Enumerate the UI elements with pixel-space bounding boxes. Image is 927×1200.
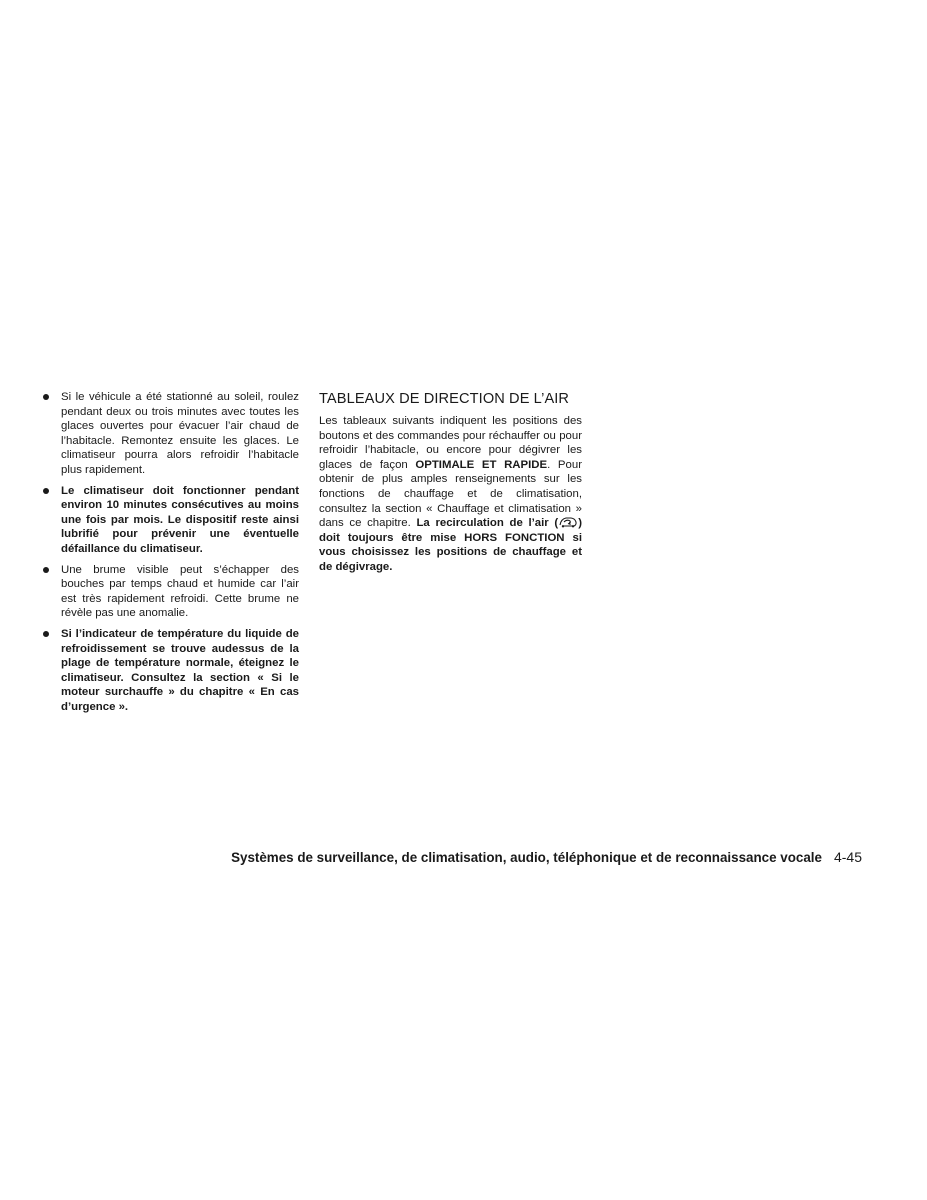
- bullet-dot-icon: [43, 567, 49, 573]
- section-paragraph: [319, 414, 582, 575]
- bullet-text: Si l’indicateur de température du liquide de refroidissement se trouve audessus de la plage de température normale, éteignez le climatiseur. Consultez la section « Si le moteur surchauffe » du chapitre « En cas d’urgence ».: [61, 627, 299, 713]
- bullet-dot-icon: [43, 488, 49, 494]
- bullet-text: Le climatiseur doit fonctionner pendant environ 10 minutes consécutives au moins une fois par mois. Le dispositif reste ainsi lubrifié pour prévenir une éventuelle défaillance du climatiseur.: [61, 484, 299, 555]
- paragraph-text-1: Les tableaux suivants indiquent les positions des boutons et des commandes pour réchauffer ou pour refroidir l’habitacle, ou encore pour dégivrer les glaces de façon: [319, 415, 582, 471]
- bullet-dot-icon: [43, 631, 49, 637]
- paragraph-bold-optimal: OPTIMALE ET RAPIDE: [415, 458, 548, 471]
- paragraph-bold-off: ) doit toujours être mise HORS FONCTION si vous choisissez les positions de chauffage et de dégivrage.: [319, 517, 582, 573]
- bullet-item-visible-mist: [42, 563, 299, 621]
- bullet-text: Une brume visible peut s’échapper des bouches par temps chaud et humide car l’air est très rapidement refroidi. Cette brume ne révèle pas une anomalie.: [61, 563, 299, 620]
- air-recirculation-icon: [558, 516, 578, 528]
- paragraph-text-2: . Pour obtenir de plus amples renseignements sur les fonctions de chauffage et de climatisation, consultez la section « Chauffage et climatisation » dans ce chapitre.: [319, 458, 582, 530]
- page-footer: [0, 849, 862, 866]
- bullet-item-sun-parking: [42, 390, 299, 478]
- bullet-text: Si le véhicule a été stationné au soleil, roulez pendant deux ou trois minutes avec toutes les glaces ouvertes pour évacuer l’air chaud de l’habitacle. Remontez ensuite les glaces. Le climatiseur pourra alors refroidir l’habitacle plus rapidement.: [61, 391, 299, 476]
- paragraph-bold-recirculation: La recirculation de l’air (: [416, 517, 559, 530]
- bullet-item-coolant-temperature: [42, 627, 299, 715]
- bullet-dot-icon: [43, 394, 49, 400]
- bullet-list: [42, 390, 299, 714]
- right-column: [319, 390, 582, 575]
- section-title: TABLEAUX DE DIRECTION DE L’AIR: [319, 391, 570, 407]
- page-number: 4-45: [833, 849, 862, 865]
- left-column: [42, 390, 299, 720]
- footer-section-name: Systèmes de surveillance, de climatisation, audio, téléphonique et de reconnaissance vocale: [231, 850, 822, 865]
- bullet-item-monthly-run: [42, 484, 299, 557]
